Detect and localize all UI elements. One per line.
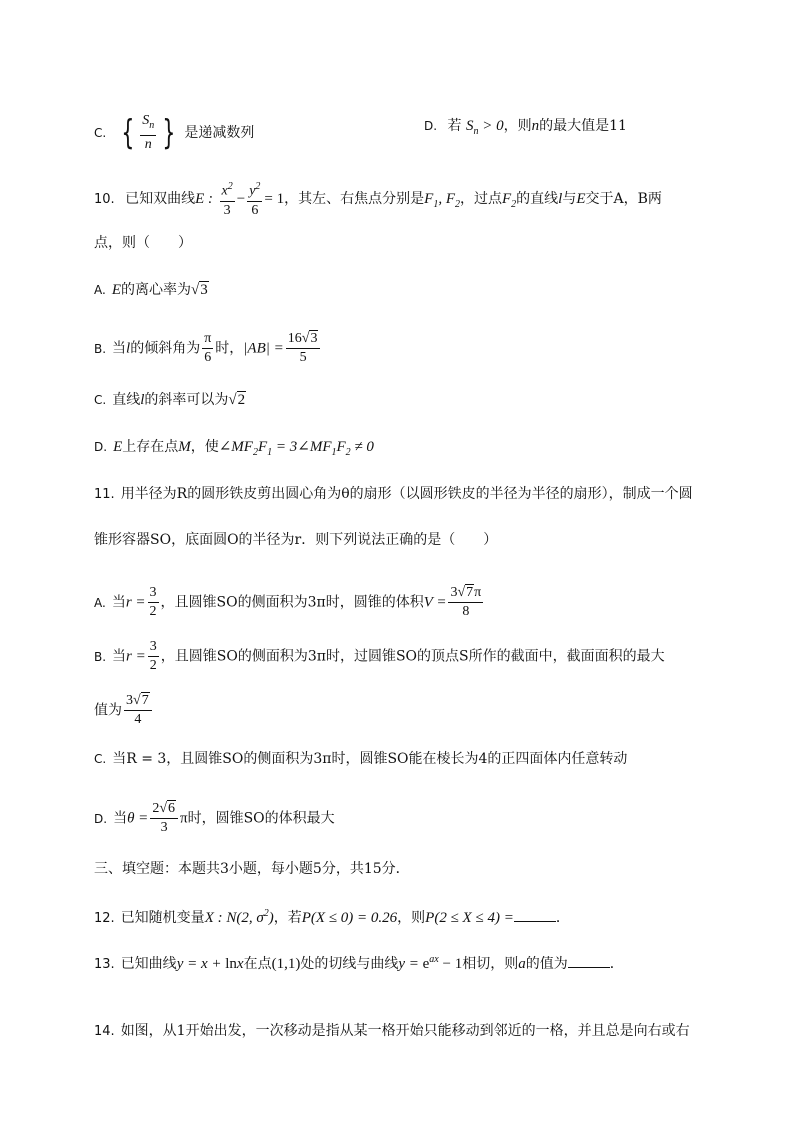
answer-blank[interactable]: [514, 907, 556, 922]
q11-stem-line2: [94, 530, 497, 550]
stem-part: 相切，则: [462, 956, 519, 972]
option-pre: 当: [112, 648, 127, 665]
option-label: C.: [94, 752, 107, 766]
fraction-3-over-2: $\frac{3}{2}$: [149, 639, 157, 673]
option-label: D.: [94, 440, 108, 454]
q11-option-b: B. 当r = $\frac{3}{2}$ ，且圆锥SO的侧面积为3π时，过圆锥SO的顶点S所作的截面中，截面面积的最大: [94, 639, 665, 673]
option-label: C.: [94, 125, 107, 140]
option-mid: ，且圆锥SO的侧面积为3π时，过圆锥SO的顶点S所作的截面中，截面面积的最大: [160, 648, 665, 665]
option-text: 是递减数列: [184, 124, 255, 141]
left-brace: {: [120, 112, 134, 153]
stem-text: 点，则（ ）: [94, 235, 192, 251]
stem-part: 交于A，B两: [585, 190, 662, 207]
stem-part: 在点: [243, 956, 272, 972]
stem-part: 的值为: [525, 956, 568, 972]
q14: [94, 1021, 690, 1042]
fraction-sn-over-n: $\frac{S_n}{n}$: [142, 113, 155, 152]
option-label: C.: [94, 393, 107, 407]
q11-option-d: D. 当θ = $\frac{2√6}{3}$ π时，圆锥SO的体积最大: [94, 801, 335, 835]
q11-stem: [94, 484, 693, 505]
stem-part: 处的切线与曲线: [300, 956, 399, 972]
fraction: $\frac{x^2}{3}$: [220, 178, 235, 220]
q10-stem-line2: [94, 233, 192, 253]
stem-text: 如图，从1开始出发，一次移动是指从某一格开始只能移动到邻近的一格，并且总是向右或右: [120, 1023, 690, 1039]
stem-text: 用半径为R的圆形铁皮剪出圆心角为θ的扇形（以圆形铁皮的半径为半径的扇形），制成一个圆: [120, 486, 693, 502]
stem-part: 与: [562, 190, 577, 207]
option-text: 值为: [94, 702, 122, 719]
option-text: 上存在点: [122, 439, 179, 455]
q9-option-c: [94, 112, 254, 154]
q11-option-b-line2: [94, 692, 154, 729]
fraction-pi-over-6: $\frac{\pi}{6}$: [204, 331, 212, 365]
question-number: 12.: [94, 911, 115, 926]
condition: $S_n > 0$: [465, 118, 504, 137]
q10-option-a: A. E的离心率为√3: [94, 282, 208, 298]
stem-part: 已知双曲线: [125, 190, 196, 207]
option-mid: 的倾斜角为: [130, 340, 201, 357]
option-text: 直线: [112, 392, 141, 408]
foci: $F_1$, $F_2$: [424, 190, 460, 210]
option-pre: 若: [447, 118, 462, 134]
option-label: B.: [94, 341, 107, 356]
q12: 12. 已知随机变量X : N(2, $\sigma^2$)，若P(X ≤ 0) = 0.26，则P(2 ≤ X ≤ 4) = ．: [94, 908, 570, 926]
option-mid: ，则: [503, 118, 532, 134]
fraction-16sqrt3-over-5: $\frac{16√3}{5}$: [286, 330, 321, 367]
stem-part: 已知曲线: [120, 956, 177, 972]
option-mid: ，且圆锥SO的侧面积为3π时，圆锥的体积: [160, 594, 424, 611]
stem-text: 锥形容器SO，底面圆O的半径为r．则下列说法正确的是（ ）: [94, 532, 498, 548]
question-number: 10.: [94, 191, 115, 207]
question-number: 11.: [94, 487, 115, 502]
q10-option-c: C. 直线l的斜率可以为√2: [94, 392, 246, 408]
var-n: n: [531, 118, 540, 134]
right-brace: }: [162, 112, 176, 153]
heading-text: 三、填空题：本题共3小题，每小题5分，共15分．: [94, 861, 410, 877]
question-number: 13.: [94, 957, 115, 972]
fraction-3-over-2: $\frac{3}{2}$: [149, 585, 157, 619]
option-label: D.: [94, 811, 108, 826]
option-label: A.: [94, 595, 106, 610]
stem-part: 已知随机变量: [120, 910, 205, 926]
option-pre: 当: [111, 594, 126, 611]
stem-part: ，过点: [459, 190, 502, 207]
q10-option-b: B. 当l的倾斜角为 $\frac{\pi}{6}$ 时，|AB| = $\frac{16√3}{5}$: [94, 330, 322, 367]
stem-part: ，其左、右焦点分别是: [284, 190, 425, 207]
option-pre: 当: [113, 810, 128, 827]
option-label: A.: [94, 283, 106, 297]
option-pre: 当: [112, 340, 127, 357]
option-text: 当R = 3，且圆锥SO的侧面积为3π时，圆锥SO能在棱长为4的正四面体内任意转动: [112, 751, 628, 767]
option-label: D.: [424, 119, 438, 133]
option-post: 时，: [215, 340, 244, 357]
question-number: 14.: [94, 1024, 115, 1039]
option-label: B.: [94, 649, 107, 664]
q13: 13. 已知曲线y = x + lnx在点(1,1)处的切线与曲线$y = e^{ax} - 1$相切，则a的值为 ．: [94, 954, 624, 972]
fraction-3sqrt7pi-over-8: $\frac{3√7\pi}{8}$: [450, 585, 482, 619]
answer-blank[interactable]: [568, 953, 610, 968]
option-post: 的最大值是11: [539, 118, 627, 134]
q11-option-a: A. 当r = $\frac{3}{2}$ ，且圆锥SO的侧面积为3π时，圆锥的体积V = $\frac{3√7\pi}{8}$: [94, 585, 482, 619]
stem-part: 的直线: [516, 190, 559, 207]
fraction: $\frac{y^2}{6}$: [247, 178, 262, 220]
q9-option-d: [424, 116, 627, 142]
stem-end: ．: [555, 910, 570, 926]
section-heading: [94, 859, 410, 879]
q10-stem: 10. 已知双曲线E : $\frac{x^2}{3}$ − $\frac{y^2}{6}$ = 1，其左、右焦点分别是$F_1$, $F_2$，过点$F_2$的直线l与E交于A，B两: [94, 178, 662, 220]
option-post: 时，圆锥SO的体积最大: [187, 810, 335, 827]
stem-part: ，则: [397, 910, 426, 926]
fraction-2sqrt6-over-3: $\frac{2√6}{3}$: [150, 800, 178, 837]
q11-option-c: [94, 749, 627, 769]
fraction-3sqrt7-over-4: $\frac{3√7}{4}$: [124, 692, 152, 729]
q10-option-d: D. E上存在点M，使$\angle MF_2F_1$ = $3\angle MF_1F_2 \ne 0$: [94, 439, 374, 458]
option-mid: ，使: [190, 439, 219, 455]
stem-part: ，若: [273, 910, 302, 926]
stem-end: ．: [609, 956, 624, 972]
option-text: 的离心率为: [120, 282, 191, 298]
option-mid: 的斜率可以为: [144, 392, 229, 408]
hyperbola-equation: E :: [195, 190, 214, 207]
